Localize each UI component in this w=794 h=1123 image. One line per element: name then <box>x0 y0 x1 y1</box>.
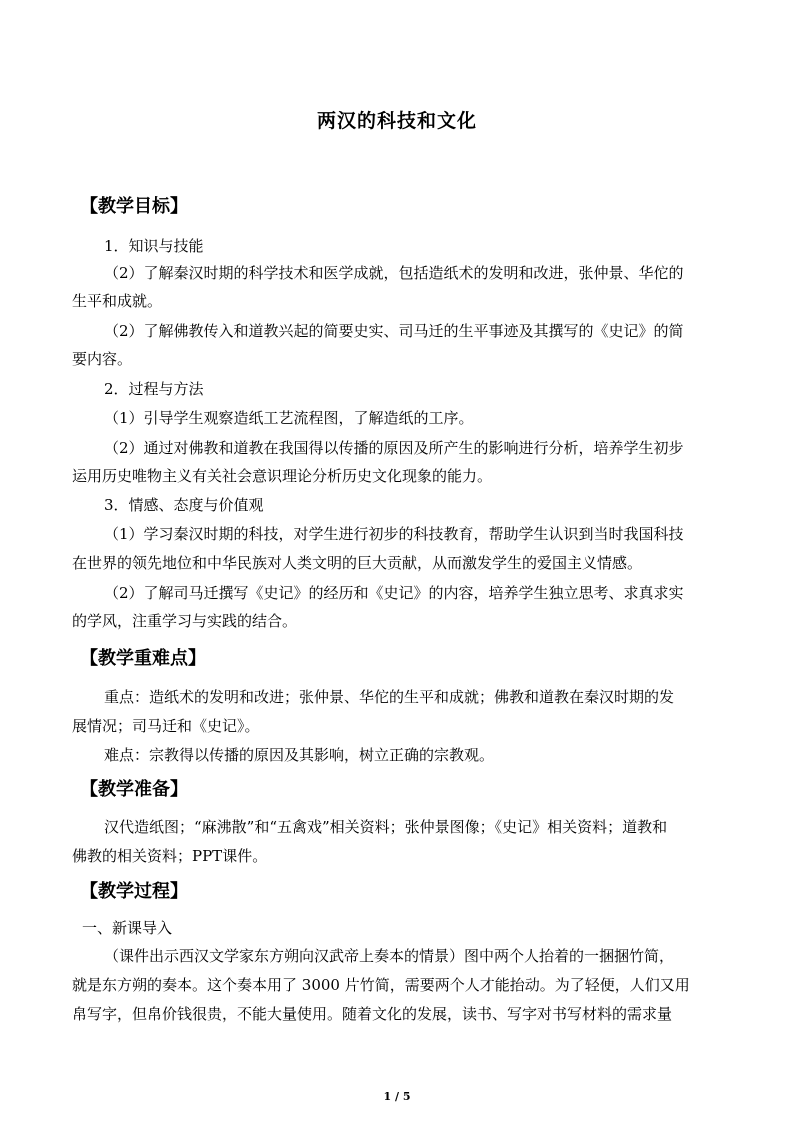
goals-section-2-paragraph-1: （1）引导学生观察造纸工艺流程图，了解造纸的工序。 <box>104 409 474 427</box>
goals-section-1-paragraph-1-line-2: 生平和成就。 <box>72 292 163 310</box>
goals-section-1-paragraph-2-line-1: （2）了解佛教传入和道教兴起的简要史实、司马迁的生平事迹及其撰写的《史记》的简 <box>104 322 684 340</box>
goals-section-3-paragraph-1-line-2: 在世界的领先地位和中华民族对人类文明的巨大贡献，从而激发学生的爱国主义情感。 <box>72 554 643 572</box>
goals-section-2-title: 2．过程与方法 <box>104 380 204 398</box>
page-number: 1 / 5 <box>383 1090 411 1103</box>
process-paragraph-1-line-2: 就是东方朔的奏本。这个奏本用了 3000 片竹简，需要两个人才能抬动。为了轻便，人们又用 <box>72 976 690 994</box>
goals-section-3-paragraph-1-line-1: （1）学习秦汉时期的科技，对学生进行初步的科技教育，帮助学生认识到当时我国科技 <box>104 525 684 543</box>
goals-section-1-paragraph-2-line-2: 要内容。 <box>72 350 133 368</box>
goals-section-3-paragraph-2-line-1: （2）了解司马迁撰写《史记》的经历和《史记》的内容，培养学生独立思考、求真求实 <box>104 584 684 602</box>
heading-key-points: 【教学重难点】 <box>80 648 206 669</box>
process-subheading-new-lesson: 一、新课导入 <box>82 919 173 937</box>
key-points-important-line-1: 重点：造纸术的发明和改进；张仲景、华佗的生平和成就；佛教和道教在秦汉时期的发 <box>104 688 675 706</box>
preparation-line-1: 汉代造纸图；“麻沸散”和“五禽戏”相关资料；张仲景图像；《史记》相关资料；道教和 <box>104 818 668 836</box>
heading-teaching-goals: 【教学目标】 <box>80 196 188 217</box>
goals-section-2-paragraph-2-line-2: 运用历史唯物主义有关社会意识理论分析历史文化现象的能力。 <box>72 467 493 485</box>
heading-preparation: 【教学准备】 <box>80 779 188 800</box>
process-paragraph-1-line-1: （课件出示西汉文学家东方朔向汉武帝上奏本的情景）图中两个人抬着的一捆捆竹简， <box>104 947 675 965</box>
goals-section-1-paragraph-1-line-1: （2）了解秦汉时期的科学技术和医学成就，包括造纸术的发明和改进，张仲景、华佗的 <box>104 264 684 282</box>
page-title: 两汉的科技和文化 <box>316 110 477 132</box>
key-points-important-line-2: 展情况；司马迁和《史记》。 <box>72 717 260 735</box>
goals-section-3-title: 3．情感、态度与价值观 <box>104 496 264 514</box>
key-points-difficult: 难点：宗教得以传播的原因及其影响，树立正确的宗教观。 <box>104 746 495 764</box>
heading-teaching-process: 【教学过程】 <box>80 881 188 902</box>
process-paragraph-1-line-3: 帛写字，但帛价钱很贵，不能大量使用。随着文化的发展，读书、写字对书写材料的需求量 <box>72 1005 673 1023</box>
goals-section-3-paragraph-2-line-2: 的学风，注重学习与实践的结合。 <box>72 612 298 630</box>
goals-section-1-title: 1．知识与技能 <box>104 237 204 255</box>
preparation-line-2: 佛教的相关资料；PPT课件。 <box>72 847 268 865</box>
goals-section-2-paragraph-2-line-1: （2）通过对佛教和道教在我国得以传播的原因及所产生的影响进行分析，培养学生初步 <box>104 439 684 457</box>
